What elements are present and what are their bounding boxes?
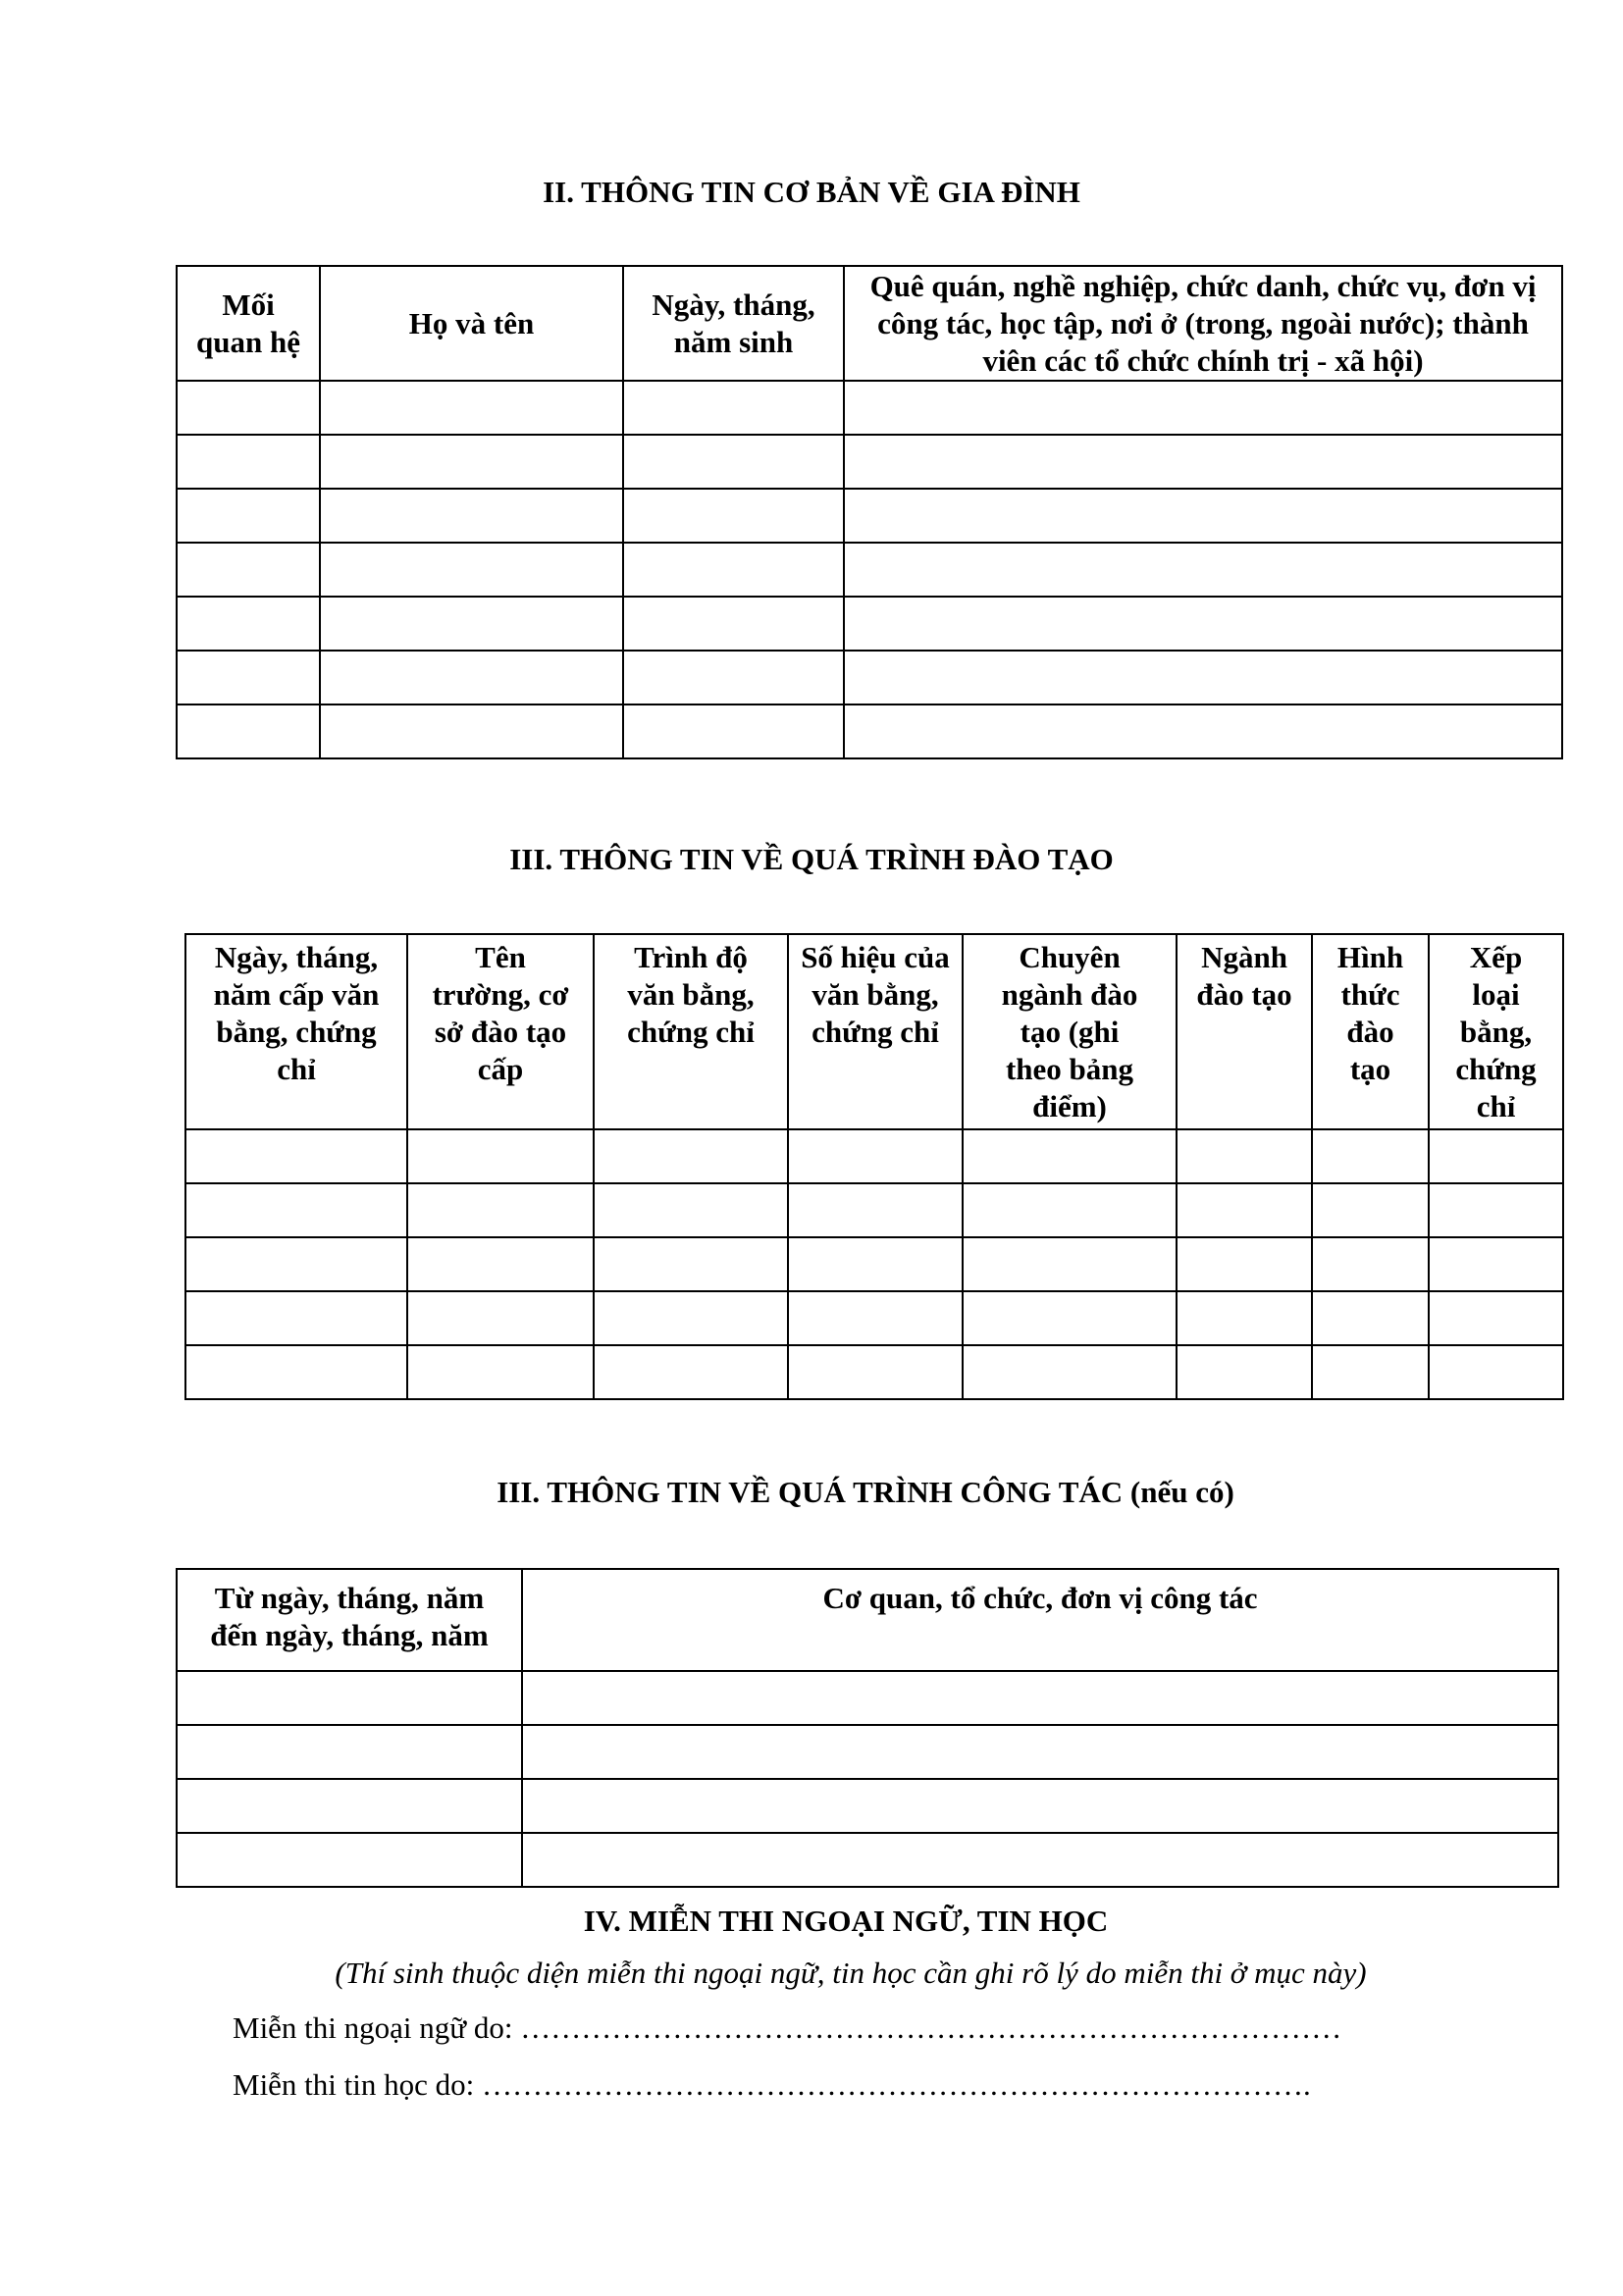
work-table bbox=[176, 1568, 1559, 1888]
header-certificate-number: Số hiệu của văn bằng, chứng chỉ bbox=[788, 934, 963, 1129]
table-row[interactable] bbox=[177, 1725, 1558, 1779]
table-row[interactable] bbox=[185, 1183, 1563, 1237]
table-row[interactable] bbox=[185, 1237, 1563, 1291]
table-row[interactable] bbox=[177, 704, 1562, 758]
header-school: Tên trường, cơ sở đào tạo cấp bbox=[407, 934, 594, 1129]
table-row[interactable] bbox=[185, 1291, 1563, 1345]
header-classification: Xếp loại bằng, chứng chỉ bbox=[1429, 934, 1563, 1129]
header-specialization: Chuyên ngành đào tạo (ghi theo bảng điểm) bbox=[963, 934, 1177, 1129]
work-table-header bbox=[177, 1569, 1558, 1671]
training-table-header bbox=[185, 934, 1563, 1129]
header-period: Từ ngày, tháng, năm đến ngày, tháng, năm bbox=[177, 1569, 522, 1671]
family-section-title: II. THÔNG TIN CƠ BẢN VỀ GIA ĐÌNH bbox=[543, 175, 1080, 209]
table-row[interactable] bbox=[177, 1779, 1558, 1833]
header-degree-level: Trình độ văn bằng, chứng chỉ bbox=[594, 934, 788, 1129]
header-organization: Cơ quan, tổ chức, đơn vị công tác bbox=[522, 1569, 1558, 1671]
family-table bbox=[176, 265, 1563, 759]
work-section-title bbox=[0, 1474, 1623, 1510]
table-row[interactable] bbox=[177, 597, 1562, 651]
exemption-section-title: IV. MIỄN THI NGOẠI NGỮ, TIN HỌC bbox=[583, 1904, 1109, 1938]
table-row[interactable] bbox=[185, 1345, 1563, 1399]
header-relationship: Mối quan hệ bbox=[177, 266, 320, 381]
header-training-form: Hình thức đào tạo bbox=[1312, 934, 1429, 1129]
table-row[interactable] bbox=[177, 489, 1562, 543]
exemption-note: (Thí sinh thuộc diện miễn thi ngoại ngữ, tin học cần ghi rõ lý do miễn thi ở mục này) bbox=[335, 1956, 1367, 1990]
table-row[interactable] bbox=[177, 651, 1562, 704]
table-row[interactable] bbox=[177, 1671, 1558, 1725]
table-row[interactable] bbox=[177, 543, 1562, 597]
header-birth-date: Ngày, tháng, năm sinh bbox=[623, 266, 844, 381]
work-section-title-text: III. THÔNG TIN VỀ QUÁ TRÌNH CÔNG TÁC bbox=[497, 1475, 1124, 1509]
table-row[interactable] bbox=[185, 1129, 1563, 1183]
foreign-language-exemption-line[interactable]: Miễn thi ngoại ngữ do: ……………………………………………………………………… bbox=[233, 2010, 1342, 2045]
table-row[interactable] bbox=[177, 1833, 1558, 1887]
table-row[interactable] bbox=[177, 435, 1562, 489]
header-details: Quê quán, nghề nghiệp, chức danh, chức vụ, đơn vị công tác, học tập, nơi ở (trong, ngoài nước); thành viên các tổ chức chính trị - xã hội) bbox=[844, 266, 1562, 381]
family-table-header bbox=[177, 266, 1562, 381]
table-row[interactable] bbox=[177, 381, 1562, 435]
training-section-title: III. THÔNG TIN VỀ QUÁ TRÌNH ĐÀO TẠO bbox=[509, 842, 1114, 876]
training-table bbox=[184, 933, 1564, 1400]
work-section-title-suffix: (nếu có) bbox=[1129, 1475, 1234, 1509]
header-full-name: Họ và tên bbox=[320, 266, 623, 381]
header-issue-date: Ngày, tháng, năm cấp văn bằng, chứng chỉ bbox=[185, 934, 407, 1129]
header-major: Ngành đào tạo bbox=[1177, 934, 1312, 1129]
it-exemption-line[interactable]: Miễn thi tin học do: ………………………………………………………………………. bbox=[233, 2067, 1311, 2102]
